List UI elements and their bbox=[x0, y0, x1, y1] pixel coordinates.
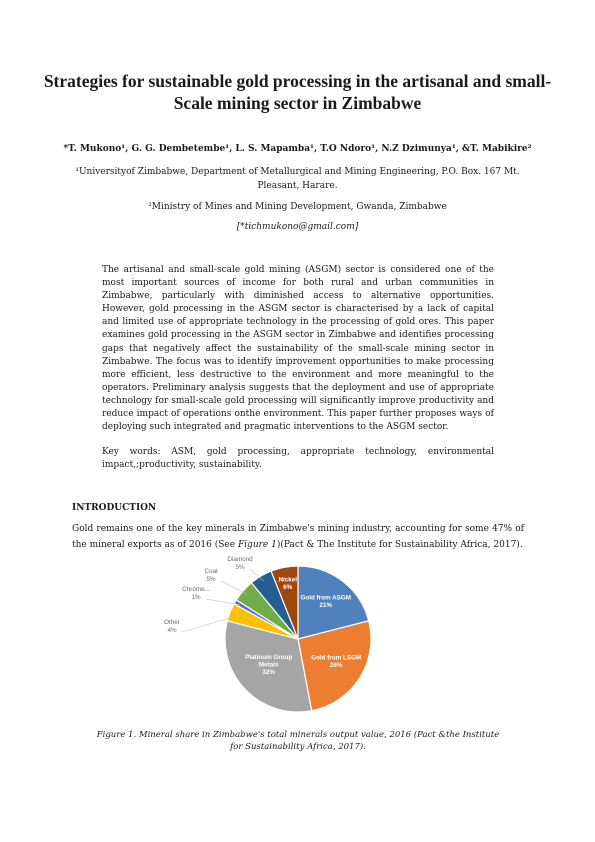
section-heading-introduction: INTRODUCTION bbox=[72, 503, 157, 513]
affiliation-2: ²Ministry of Mines and Mining Development, Gwanda, Zimbabwe bbox=[148, 202, 447, 212]
intro-text-after: )(Pact & The Institute for Sustainability Africa, 2017). bbox=[276, 539, 523, 550]
mineral-share-pie-chart bbox=[150, 556, 450, 720]
figure-reference: Figure 1 bbox=[237, 539, 277, 550]
figure-caption: Figure 1. Mineral share in Zimbabwe's total minerals output value, 2016 (Pact &the Institute for Sustainability Africa, 2017). bbox=[96, 730, 500, 752]
intro-text-before: Gold remains one of the key minerals in Zimbabwe's mining industry, accounting for some 47% of the mineral exports as of 2016 (See bbox=[72, 524, 524, 550]
introduction-paragraph bbox=[72, 522, 524, 553]
pie-label-coal: Coal 5% bbox=[204, 568, 218, 583]
keywords: Key words: ASM, gold processing, appropriate technology, environmental impact,;productivity, sustainability. bbox=[102, 447, 494, 471]
pie-label-chrome: Chrome... 1% bbox=[182, 586, 210, 601]
paper-title: Strategies for sustainable gold processing in the artisanal and small-Scale mining sector in Zimbabwe bbox=[43, 71, 552, 113]
pie-label-diamond: Diamond 5% bbox=[227, 556, 253, 571]
affiliation-1: ¹Universityof Zimbabwe, Department of Metallurgical and Mining Engineering, P.O. Box. 167 Mt. Pleasant, Harare. bbox=[75, 167, 520, 191]
pie-label-gold-from-asgm: Gold from ASGM 21% bbox=[300, 594, 351, 610]
author-list: *T. Mukono¹, G. G. Dembetembe¹, L. S. Mapamba¹, T.O Ndoro¹, N.Z Dzimunya¹, &T. Mabikire² bbox=[63, 144, 532, 154]
pie-label-gold-from-lsgm: Gold from LSGM 26% bbox=[311, 654, 362, 670]
pie-label-platinum-group-metals: Platinum Group Metals 32% bbox=[245, 653, 293, 677]
abstract: The artisanal and small-scale gold mining (ASGM) sector is considered one of the most important sources of income for both rural and urban communities in Zimbabwe, particularly with diminished access to alternative opportunities. However, gold processing in the ASGM sector is characterised by a lack of capital and limited use of appropriate technology in the processing of gold ores. This paper examines gold processing in the ASGM sector in Zimbabwe and identifies processing gaps that negatively affect the sustainability of the small-scale mining sector in Zimbabwe. The focus was to identify improvement opportunities to make processing more efficient, less destructive to the environment and more meaningful to the operators. Preliminary analysis suggests that the deployment and use of appropriate technology for small-scale gold processing will significantly improve productivity and reduce impact of operations onthe environment. This paper further proposes ways of deploying such integrated and pragmatic interventions to the ASGM sector. bbox=[102, 265, 494, 433]
leader-line bbox=[221, 581, 248, 595]
corresponding-email: [*tichmukono@gmail.com] bbox=[236, 222, 359, 232]
pie-label-nickel: Nickel 6% bbox=[278, 576, 298, 592]
pie-label-other: Other 4% bbox=[164, 619, 180, 634]
